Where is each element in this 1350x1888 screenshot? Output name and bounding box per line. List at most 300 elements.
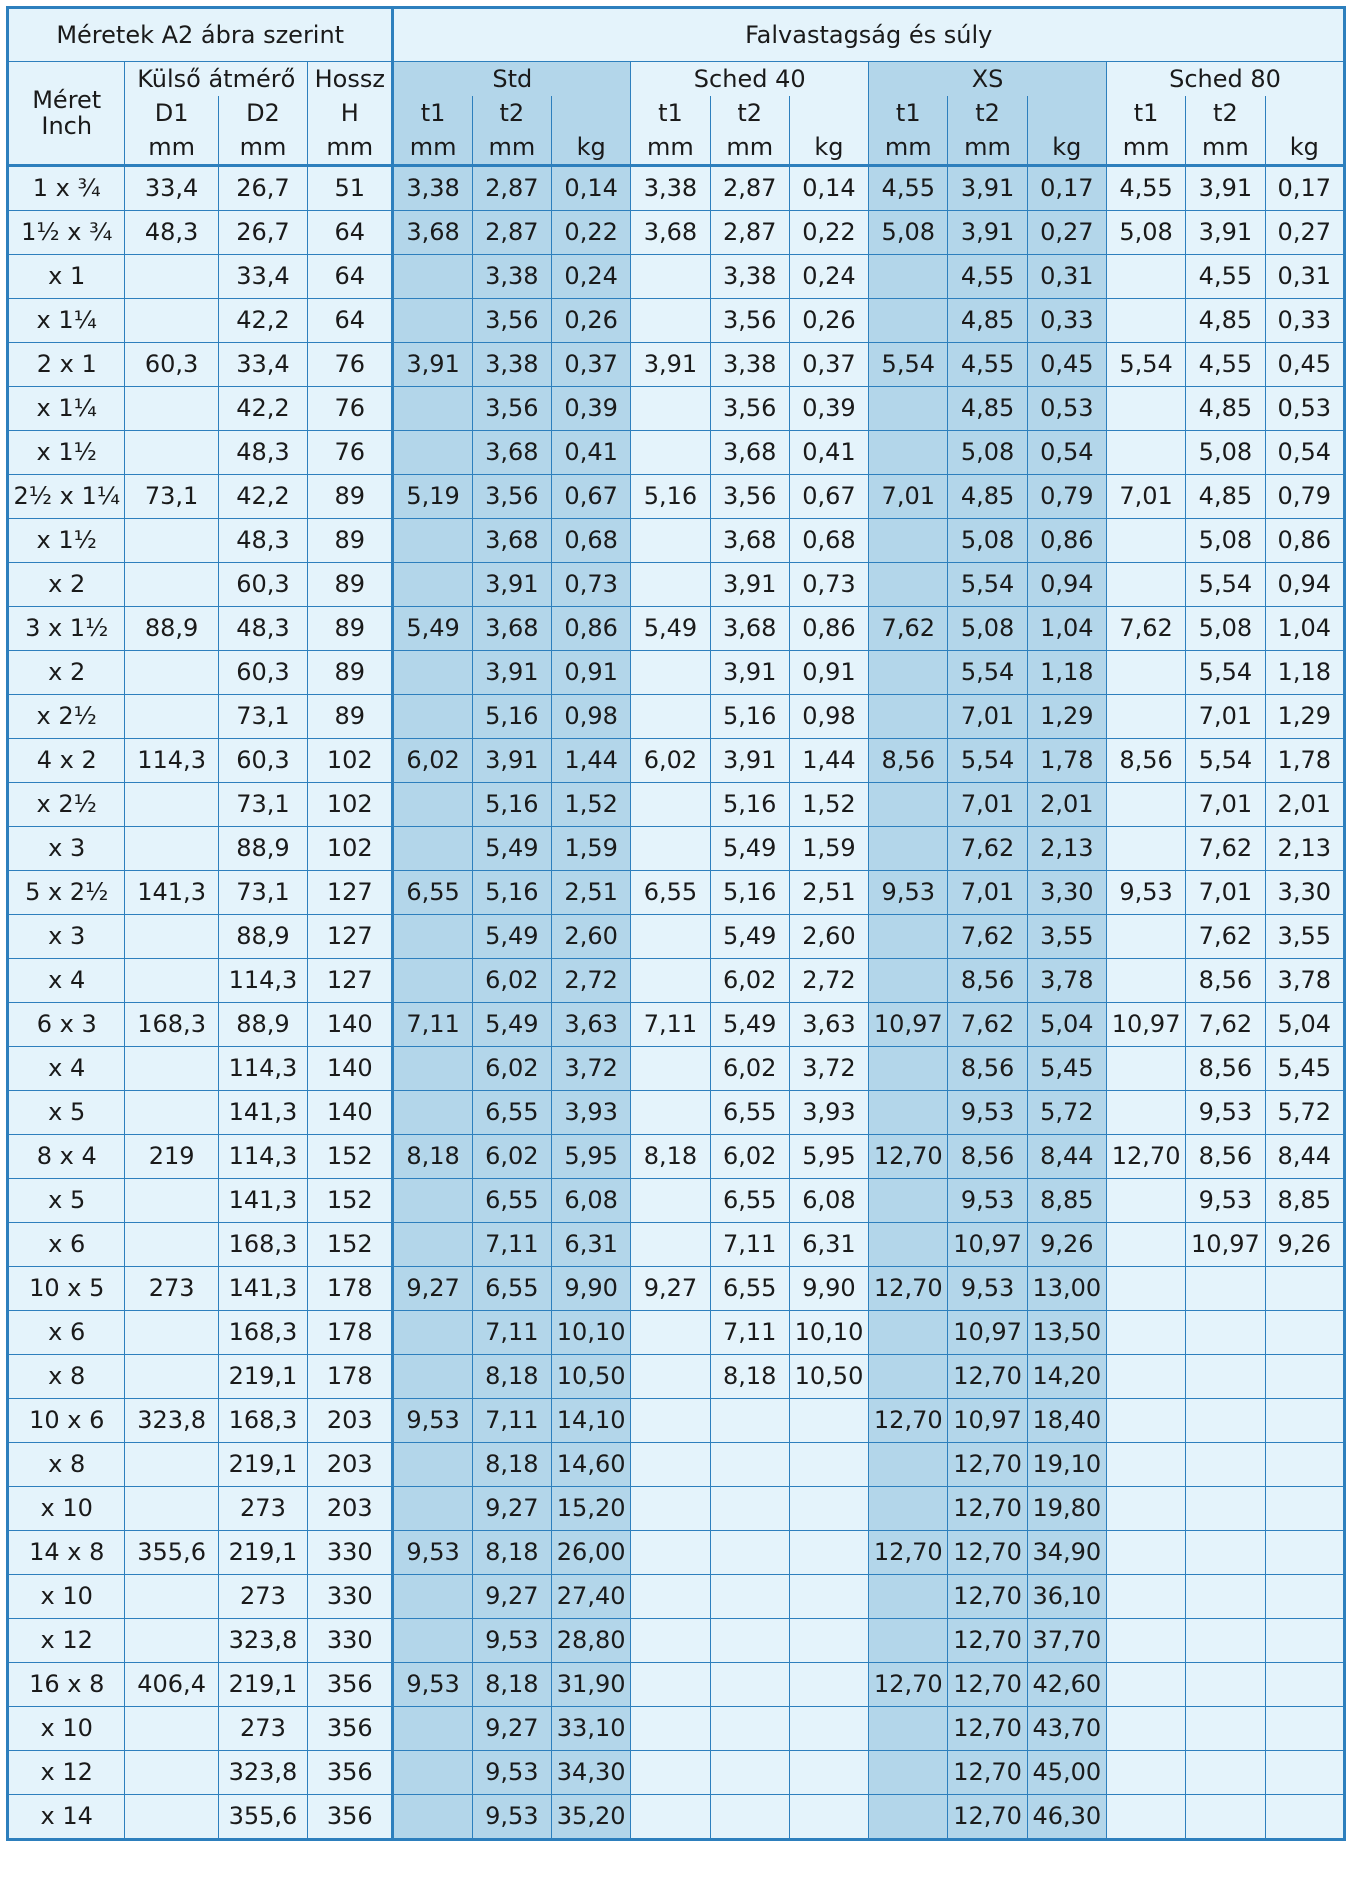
s80-kg-cell <box>1265 1355 1344 1399</box>
s40-t1-cell <box>631 1619 710 1663</box>
std-t1-cell <box>393 1223 472 1267</box>
xs-t1-cell: 8,56 <box>869 739 948 783</box>
d2-cell: 168,3 <box>218 1311 307 1355</box>
s40-t1-cell <box>631 255 710 299</box>
std-t2-cell: 6,02 <box>472 1047 551 1091</box>
s40-t1-cell: 5,49 <box>631 607 710 651</box>
s40-t1-cell <box>631 299 710 343</box>
h-cell: 203 <box>308 1399 393 1443</box>
s80-kg-cell: 0,54 <box>1265 431 1344 475</box>
table-row <box>8 387 1345 431</box>
s40-t1-unit: mm <box>631 130 710 166</box>
d2-cell: 60,3 <box>218 651 307 695</box>
table-row <box>8 827 1345 871</box>
s40-t2-cell <box>710 1443 789 1487</box>
d1-cell <box>125 1575 218 1619</box>
std-t2-cell: 3,56 <box>472 299 551 343</box>
xs-kg-cell: 2,13 <box>1027 827 1106 871</box>
h-cell: 140 <box>308 1091 393 1135</box>
s80-t2-cell: 3,91 <box>1186 211 1265 255</box>
d2-cell: 33,4 <box>218 343 307 387</box>
s40-t1-cell <box>631 1399 710 1443</box>
xs-t1-cell <box>869 519 948 563</box>
std-t1-cell <box>393 563 472 607</box>
s40-t1-cell <box>631 1179 710 1223</box>
d2-cell: 141,3 <box>218 1179 307 1223</box>
std-t2-header: t2 <box>472 96 551 130</box>
s80-t2-cell <box>1186 1619 1265 1663</box>
xs-t1-cell <box>869 1311 948 1355</box>
s40-kg-cell: 0,91 <box>789 651 868 695</box>
s80-kg-cell: 0,53 <box>1265 387 1344 431</box>
d1-cell <box>125 651 218 695</box>
table-row <box>8 1267 1345 1311</box>
std-t1-cell: 8,18 <box>393 1135 472 1179</box>
h-cell: 64 <box>308 299 393 343</box>
std-t2-cell: 3,91 <box>472 651 551 695</box>
table-row <box>8 1135 1345 1179</box>
std-t1-cell <box>393 1619 472 1663</box>
s40-kg-cell <box>789 1795 868 1840</box>
s40-kg-cell: 6,31 <box>789 1223 868 1267</box>
s40-kg-cell <box>789 1619 868 1663</box>
table-row <box>8 915 1345 959</box>
size-cell: x 4 <box>8 1047 125 1091</box>
s80-t1-cell <box>1106 915 1185 959</box>
d2-cell: 73,1 <box>218 695 307 739</box>
table-row <box>8 695 1345 739</box>
s40-t2-cell <box>710 1531 789 1575</box>
s80-t2-cell <box>1186 1443 1265 1487</box>
xs-kg-cell: 19,80 <box>1027 1487 1106 1531</box>
d2-cell: 273 <box>218 1487 307 1531</box>
table-row <box>8 519 1345 563</box>
xs-t1-cell <box>869 431 948 475</box>
xs-t1-cell <box>869 1751 948 1795</box>
s40-t2-cell: 6,55 <box>710 1267 789 1311</box>
s80-t1-cell: 8,56 <box>1106 739 1185 783</box>
pipe-reducer-table <box>6 6 1346 1841</box>
s80-kg-cell <box>1265 1795 1344 1840</box>
table-row <box>8 1619 1345 1663</box>
xs-kg-cell: 0,53 <box>1027 387 1106 431</box>
h-cell: 89 <box>308 651 393 695</box>
s40-t2-cell <box>710 1751 789 1795</box>
d2-cell: 26,7 <box>218 211 307 255</box>
std-t2-cell: 3,38 <box>472 255 551 299</box>
s40-t1-cell: 8,18 <box>631 1135 710 1179</box>
s40-t2-cell: 6,55 <box>710 1179 789 1223</box>
s80-kg-cell: 0,94 <box>1265 563 1344 607</box>
xs-t1-cell <box>869 651 948 695</box>
xs-t1-cell: 12,70 <box>869 1135 948 1179</box>
s80-kg-unit: kg <box>1265 130 1344 166</box>
s80-kg-cell: 5,04 <box>1265 1003 1344 1047</box>
s40-t2-cell <box>710 1663 789 1707</box>
s80-t1-cell: 4,55 <box>1106 166 1185 211</box>
xs-kg-cell: 3,30 <box>1027 871 1106 915</box>
xs-t1-cell: 12,70 <box>869 1531 948 1575</box>
s80-t1-cell <box>1106 1267 1185 1311</box>
xs-t1-cell: 12,70 <box>869 1267 948 1311</box>
xs-t2-cell: 10,97 <box>948 1311 1027 1355</box>
size-cell: 6 x 3 <box>8 1003 125 1047</box>
s40-t2-cell: 5,49 <box>710 915 789 959</box>
d2-cell: 323,8 <box>218 1751 307 1795</box>
xs-t2-cell: 12,70 <box>948 1751 1027 1795</box>
s40-kg-cell: 0,14 <box>789 166 868 211</box>
s40-kg-cell: 2,72 <box>789 959 868 1003</box>
s80-t1-cell <box>1106 1355 1185 1399</box>
xs-kg-cell: 0,54 <box>1027 431 1106 475</box>
s80-t1-cell <box>1106 1663 1185 1707</box>
s80-t2-cell: 7,01 <box>1186 871 1265 915</box>
std-kg-cell: 14,10 <box>552 1399 631 1443</box>
xs-kg-cell: 0,45 <box>1027 343 1106 387</box>
size-cell: x 6 <box>8 1223 125 1267</box>
size-cell: 10 x 6 <box>8 1399 125 1443</box>
s40-t1-cell <box>631 431 710 475</box>
s40-kg-spacer <box>789 96 868 130</box>
size-cell: x 2 <box>8 651 125 695</box>
d2-cell: 48,3 <box>218 431 307 475</box>
s40-t1-header: t1 <box>631 96 710 130</box>
s80-t2-cell: 9,53 <box>1186 1091 1265 1135</box>
std-t1-cell <box>393 695 472 739</box>
size-cell: x 2 <box>8 563 125 607</box>
d2-cell: 73,1 <box>218 871 307 915</box>
xs-t1-cell: 5,08 <box>869 211 948 255</box>
s40-t2-cell: 6,02 <box>710 1047 789 1091</box>
xs-kg-cell: 19,10 <box>1027 1443 1106 1487</box>
xs-t1-cell <box>869 1443 948 1487</box>
s40-kg-cell: 0,67 <box>789 475 868 519</box>
s80-t1-cell <box>1106 1575 1185 1619</box>
xs-t2-cell: 12,70 <box>948 1707 1027 1751</box>
s40-t1-cell: 5,16 <box>631 475 710 519</box>
std-kg-cell: 3,72 <box>552 1047 631 1091</box>
s80-kg-cell: 1,18 <box>1265 651 1344 695</box>
xs-kg-cell: 13,00 <box>1027 1267 1106 1311</box>
dimensions-group-header: Méretek A2 ábra szerint <box>8 8 393 62</box>
d2-cell: 168,3 <box>218 1399 307 1443</box>
h-cell: 330 <box>308 1575 393 1619</box>
table-row <box>8 343 1345 387</box>
s80-t1-cell: 9,53 <box>1106 871 1185 915</box>
s40-kg-cell: 1,44 <box>789 739 868 783</box>
h-cell: 127 <box>308 871 393 915</box>
d1-cell <box>125 1311 218 1355</box>
xs-kg-cell: 1,29 <box>1027 695 1106 739</box>
table-row <box>8 1531 1345 1575</box>
table-row <box>8 1487 1345 1531</box>
s80-t2-unit: mm <box>1186 130 1265 166</box>
d1-cell: 60,3 <box>125 343 218 387</box>
std-t1-cell <box>393 1355 472 1399</box>
h-cell: 152 <box>308 1135 393 1179</box>
std-t2-unit: mm <box>472 130 551 166</box>
xs-kg-cell: 42,60 <box>1027 1663 1106 1707</box>
s40-t1-cell <box>631 695 710 739</box>
s80-t2-cell: 7,01 <box>1186 695 1265 739</box>
std-t1-cell <box>393 299 472 343</box>
std-kg-cell: 0,98 <box>552 695 631 739</box>
s80-t2-cell: 4,85 <box>1186 299 1265 343</box>
table-row <box>8 475 1345 519</box>
xs-t2-cell: 3,91 <box>948 211 1027 255</box>
xs-kg-cell: 8,85 <box>1027 1179 1106 1223</box>
xs-t2-cell: 12,70 <box>948 1355 1027 1399</box>
s80-t1-header: t1 <box>1106 96 1185 130</box>
s40-kg-cell: 2,60 <box>789 915 868 959</box>
s40-kg-cell: 0,41 <box>789 431 868 475</box>
s40-t1-cell <box>631 1047 710 1091</box>
size-cell: x 2½ <box>8 695 125 739</box>
xs-kg-cell: 14,20 <box>1027 1355 1106 1399</box>
size-cell: x 10 <box>8 1575 125 1619</box>
xs-kg-cell: 0,79 <box>1027 475 1106 519</box>
s80-t1-cell <box>1106 1487 1185 1531</box>
xs-t2-cell: 12,70 <box>948 1619 1027 1663</box>
table-row <box>8 431 1345 475</box>
std-kg-cell: 6,31 <box>552 1223 631 1267</box>
s40-t1-cell <box>631 1795 710 1840</box>
std-t2-cell: 5,16 <box>472 695 551 739</box>
h-cell: 76 <box>308 387 393 431</box>
s80-t1-cell <box>1106 959 1185 1003</box>
s40-t1-cell <box>631 1575 710 1619</box>
std-t2-cell: 5,16 <box>472 783 551 827</box>
std-t1-cell <box>393 959 472 1003</box>
s80-kg-cell <box>1265 1531 1344 1575</box>
std-header: Std <box>393 62 631 97</box>
s40-kg-cell: 1,52 <box>789 783 868 827</box>
s40-kg-cell: 9,90 <box>789 1267 868 1311</box>
xs-kg-cell: 1,18 <box>1027 651 1106 695</box>
xs-kg-cell: 0,17 <box>1027 166 1106 211</box>
s40-t2-unit: mm <box>710 130 789 166</box>
s80-kg-cell <box>1265 1311 1344 1355</box>
s80-t2-cell <box>1186 1795 1265 1840</box>
table-wrapper <box>6 6 1346 1841</box>
xs-t1-cell <box>869 827 948 871</box>
std-t2-cell: 5,49 <box>472 827 551 871</box>
table-row <box>8 1091 1345 1135</box>
d1-cell: 88,9 <box>125 607 218 651</box>
d2-cell: 219,1 <box>218 1355 307 1399</box>
s80-t2-cell: 4,55 <box>1186 255 1265 299</box>
xs-t2-unit: mm <box>948 130 1027 166</box>
s40-t1-cell <box>631 1311 710 1355</box>
s80-t1-unit: mm <box>1106 130 1185 166</box>
size-cell: 1 x ¾ <box>8 166 125 211</box>
s40-t2-cell: 2,87 <box>710 166 789 211</box>
xs-t2-cell: 12,70 <box>948 1663 1027 1707</box>
table-row <box>8 255 1345 299</box>
s40-kg-cell <box>789 1531 868 1575</box>
table-row <box>8 1575 1345 1619</box>
xs-kg-cell: 37,70 <box>1027 1619 1106 1663</box>
std-t1-cell <box>393 1751 472 1795</box>
xs-t2-cell: 7,01 <box>948 695 1027 739</box>
s40-t2-cell <box>710 1487 789 1531</box>
std-t1-cell <box>393 1311 472 1355</box>
std-t1-cell: 5,49 <box>393 607 472 651</box>
d2-cell: 48,3 <box>218 519 307 563</box>
xs-t2-cell: 9,53 <box>948 1179 1027 1223</box>
std-t2-cell: 8,18 <box>472 1663 551 1707</box>
s40-kg-cell: 6,08 <box>789 1179 868 1223</box>
size-cell: 10 x 5 <box>8 1267 125 1311</box>
d1-cell: 114,3 <box>125 739 218 783</box>
xs-kg-cell: 0,94 <box>1027 563 1106 607</box>
size-cell: x 8 <box>8 1355 125 1399</box>
xs-t2-cell: 4,85 <box>948 299 1027 343</box>
d2-cell: 219,1 <box>218 1663 307 1707</box>
std-t1-cell <box>393 1179 472 1223</box>
h-cell: 140 <box>308 1003 393 1047</box>
xs-t1-cell <box>869 959 948 1003</box>
xs-t2-cell: 5,08 <box>948 607 1027 651</box>
s40-t1-cell: 3,91 <box>631 343 710 387</box>
std-kg-cell: 10,10 <box>552 1311 631 1355</box>
s80-t2-header: t2 <box>1186 96 1265 130</box>
std-kg-cell: 3,93 <box>552 1091 631 1135</box>
xs-t2-cell: 7,62 <box>948 915 1027 959</box>
xs-t2-cell: 12,70 <box>948 1487 1027 1531</box>
s80-t2-cell: 5,54 <box>1186 739 1265 783</box>
std-t1-cell <box>393 1443 472 1487</box>
s80-t2-cell <box>1186 1663 1265 1707</box>
xs-t2-cell: 10,97 <box>948 1223 1027 1267</box>
std-t2-cell: 8,18 <box>472 1531 551 1575</box>
xs-t1-cell: 10,97 <box>869 1003 948 1047</box>
s80-t2-cell: 7,62 <box>1186 915 1265 959</box>
d1-cell <box>125 1751 218 1795</box>
s40-t2-cell: 5,49 <box>710 827 789 871</box>
xs-t2-cell: 7,01 <box>948 783 1027 827</box>
h-cell: 330 <box>308 1531 393 1575</box>
s40-t2-cell <box>710 1795 789 1840</box>
s80-t1-cell <box>1106 1179 1185 1223</box>
d2-cell: 88,9 <box>218 827 307 871</box>
std-t2-cell: 3,91 <box>472 563 551 607</box>
h-cell: 356 <box>308 1663 393 1707</box>
std-t2-cell: 7,11 <box>472 1311 551 1355</box>
std-t1-cell <box>393 1795 472 1840</box>
std-t2-cell: 9,53 <box>472 1751 551 1795</box>
table-row <box>8 1443 1345 1487</box>
std-t1-cell <box>393 1575 472 1619</box>
h-cell: 64 <box>308 255 393 299</box>
size-cell: x 10 <box>8 1707 125 1751</box>
s80-t2-cell <box>1186 1267 1265 1311</box>
std-kg-cell: 0,41 <box>552 431 631 475</box>
s80-t2-cell: 4,85 <box>1186 475 1265 519</box>
s80-t2-cell: 8,56 <box>1186 959 1265 1003</box>
xs-kg-cell: 36,10 <box>1027 1575 1106 1619</box>
std-kg-cell: 34,30 <box>552 1751 631 1795</box>
s80-kg-spacer <box>1265 96 1344 130</box>
xs-t1-header: t1 <box>869 96 948 130</box>
xs-t1-cell: 9,53 <box>869 871 948 915</box>
h-cell: 127 <box>308 915 393 959</box>
s40-t1-cell: 3,38 <box>631 166 710 211</box>
d1-cell <box>125 1091 218 1135</box>
s80-kg-cell <box>1265 1575 1344 1619</box>
s80-t2-cell: 7,62 <box>1186 1003 1265 1047</box>
xs-kg-cell: 8,44 <box>1027 1135 1106 1179</box>
d2-cell: 114,3 <box>218 1047 307 1091</box>
xs-t2-cell: 4,85 <box>948 475 1027 519</box>
xs-t1-cell <box>869 915 948 959</box>
xs-t2-cell: 9,53 <box>948 1267 1027 1311</box>
s80-t2-cell <box>1186 1399 1265 1443</box>
s40-kg-cell <box>789 1487 868 1531</box>
d2-cell: 88,9 <box>218 915 307 959</box>
std-kg-cell: 35,20 <box>552 1795 631 1840</box>
s40-t2-cell: 2,87 <box>710 211 789 255</box>
h-cell: 203 <box>308 1487 393 1531</box>
std-t1-cell <box>393 519 472 563</box>
std-t1-cell <box>393 915 472 959</box>
h-cell: 178 <box>308 1311 393 1355</box>
std-t1-cell <box>393 1487 472 1531</box>
s40-t2-cell <box>710 1575 789 1619</box>
s40-kg-cell: 5,95 <box>789 1135 868 1179</box>
s40-t1-cell <box>631 563 710 607</box>
s40-t2-cell: 5,16 <box>710 783 789 827</box>
d2-cell: 48,3 <box>218 607 307 651</box>
s40-t2-cell: 7,11 <box>710 1223 789 1267</box>
s40-kg-cell: 1,59 <box>789 827 868 871</box>
d1-cell <box>125 387 218 431</box>
xs-kg-cell: 5,04 <box>1027 1003 1106 1047</box>
s80-kg-cell: 5,72 <box>1265 1091 1344 1135</box>
table-row <box>8 166 1345 211</box>
size-cell: 2½ x 1¼ <box>8 475 125 519</box>
s80-kg-cell: 0,86 <box>1265 519 1344 563</box>
s80-kg-cell <box>1265 1751 1344 1795</box>
size-cell: 8 x 4 <box>8 1135 125 1179</box>
d2-cell: 60,3 <box>218 563 307 607</box>
s80-t2-cell: 5,08 <box>1186 607 1265 651</box>
s80-t2-cell <box>1186 1531 1265 1575</box>
s80-kg-cell <box>1265 1663 1344 1707</box>
size-cell: x 8 <box>8 1443 125 1487</box>
std-kg-cell: 0,37 <box>552 343 631 387</box>
length-header: Hossz <box>308 62 393 97</box>
s40-t1-cell <box>631 1751 710 1795</box>
s40-t2-cell: 3,91 <box>710 739 789 783</box>
std-t1-header: t1 <box>393 96 472 130</box>
std-kg-cell: 2,51 <box>552 871 631 915</box>
d2-cell: 355,6 <box>218 1795 307 1840</box>
std-t1-cell: 6,02 <box>393 739 472 783</box>
xs-t2-cell: 12,70 <box>948 1531 1027 1575</box>
d2-cell: 141,3 <box>218 1267 307 1311</box>
h-cell: 102 <box>308 739 393 783</box>
xs-t1-cell: 5,54 <box>869 343 948 387</box>
std-t1-cell <box>393 651 472 695</box>
std-kg-cell: 9,90 <box>552 1267 631 1311</box>
s80-t2-cell: 5,08 <box>1186 519 1265 563</box>
size-cell: 14 x 8 <box>8 1531 125 1575</box>
s40-t1-cell <box>631 1663 710 1707</box>
s80-t1-cell <box>1106 827 1185 871</box>
std-t1-cell <box>393 431 472 475</box>
s40-kg-cell <box>789 1575 868 1619</box>
